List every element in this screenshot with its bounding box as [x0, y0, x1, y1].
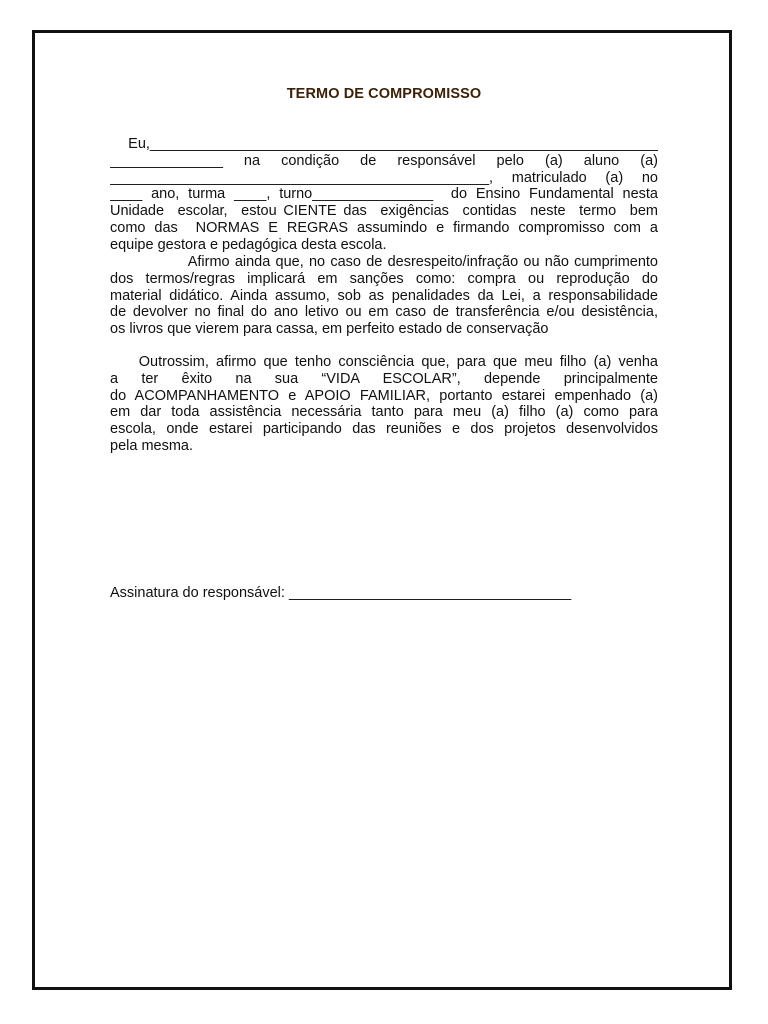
text-line: de devolver no final do ano letivo ou em caso de transferência e/ou desistência, [110, 304, 658, 321]
text-line: Unidade escolar, estou CIENTE das exigências contidas neste termo bem [110, 203, 658, 220]
signature-label: Assinatura do responsável: [110, 585, 285, 601]
text-line: Outrossim, afirmo que tenho consciência que, para que meu filho (a) venha [110, 354, 658, 370]
document-title: TERMO DE COMPROMISSO [286, 86, 482, 102]
text-line: equipe gestora e pedagógica desta escola. [110, 236, 387, 253]
text-line: ____ ano, turma ____, turno_______________ do Ensino Fundamental nesta [110, 186, 658, 203]
text-line: material didático. Ainda assumo, sob as penalidades da Lei, a responsabilidade [110, 287, 658, 304]
signature-blank: ___________________________________ [288, 585, 572, 601]
text-line: dos termos/regras implicará em sanções como: compra ou reprodução do [110, 270, 658, 287]
text-line: escola, onde estarei participando das reuniões e dos projetos desenvolvidos [110, 421, 658, 438]
text-line: ______________ na condição de responsável pelo (a) aluno (a) [110, 152, 658, 169]
text-line: do ACOMPANHAMENTO e APOIO FAMILIAR, portanto estarei empenhado (a) [110, 387, 658, 404]
text-line: _______________________________________________, matriculado (a) no [110, 169, 658, 186]
text-line: Afirmo ainda que, no caso de desrespeito/infração ou não cumprimento [110, 254, 658, 270]
text-line: os livros que vierem para cassa, em perfeito estado de conservação [110, 321, 549, 338]
text-line: pela mesma. [110, 437, 194, 454]
paragraph-family-support [110, 354, 658, 455]
paragraph-commitment [110, 136, 658, 254]
paragraph-sanctions [110, 254, 658, 338]
text-line: Eu,_______________________________________________________________ [110, 136, 658, 152]
text-line: a ter êxito na sua “VIDA ESCOLAR”, depende principalmente [110, 370, 658, 387]
signature-line [110, 585, 571, 601]
text-line: como das NORMAS E REGRAS assumindo e firmando compromisso com a [110, 219, 658, 236]
text-line: em dar toda assistência necessária tanto para meu (a) filho (a) como para [110, 404, 658, 421]
